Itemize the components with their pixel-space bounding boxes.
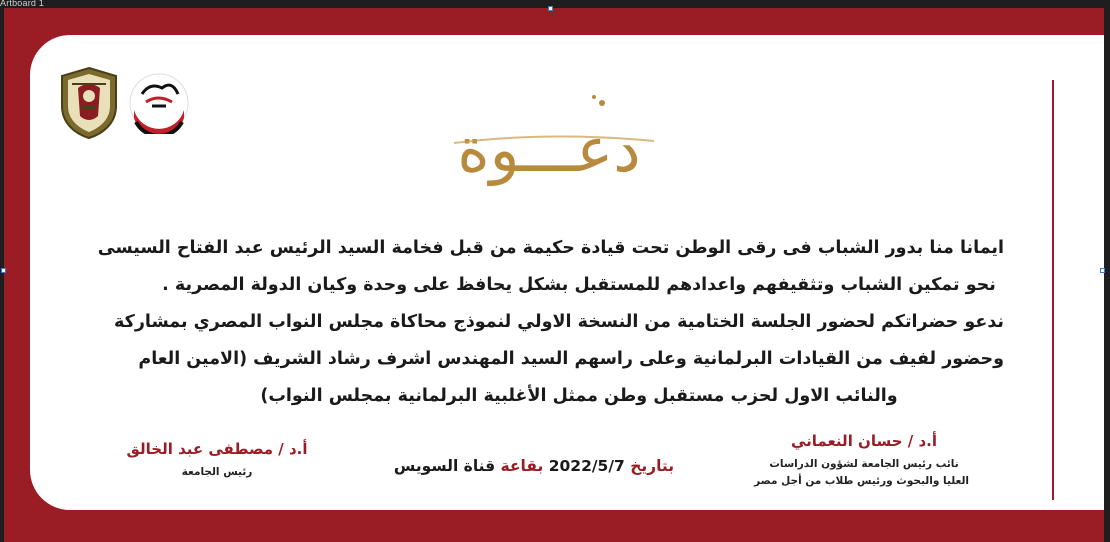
youth-emblem-icon <box>128 72 190 134</box>
university-seal-icon <box>58 66 120 140</box>
invitation-heading-art <box>414 83 684 213</box>
signature-name: أ.د / حسان النعماني <box>790 432 938 450</box>
invitation-body <box>97 230 1004 415</box>
selection-handle-left[interactable] <box>1 268 6 273</box>
body-line: وحضور لفيف من القيادات البرلمانية وعلى راسهم السيد المهندس اشرف رشاد الشريف (الامين العام <box>138 349 1004 369</box>
artboard-label: Artboard 1 <box>0 0 45 8</box>
signature-role <box>754 456 969 490</box>
invitation-artboard <box>4 8 1104 542</box>
venue-prefix: بقاعة <box>500 457 544 475</box>
event-date: 2022/5/7 <box>548 457 625 475</box>
selection-handle-top[interactable] <box>548 6 553 11</box>
decorative-divider <box>1052 80 1054 500</box>
heading-text: دعـــوة <box>457 113 641 186</box>
signature-role: رئيس الجامعة <box>181 466 253 478</box>
body-line: ايمانا منا بدور الشباب فى رقى الوطن تحت قيادة حكيمة من قبل فخامة السيد الرئيس عبد الفتاح السيسى <box>97 238 1004 258</box>
date-prefix: بتاريخ <box>630 457 675 475</box>
signature-vice-president <box>754 432 969 490</box>
signature-university-president <box>112 440 322 481</box>
signature-role-line: نائب رئيس الجامعة لشؤون الدراسات <box>769 458 959 470</box>
signature-role-line: العليا والبحوث ورئيس طلاب من أجل مصر <box>754 475 969 487</box>
signature-name: أ.د / مصطفى عبد الخالق <box>126 440 308 458</box>
body-line: ندعو حضراتكم لحضور الجلسة الختامية من النسخة الاولي لنموذج محاكاة مجلس النواب المصري بمشاركة <box>114 312 1004 332</box>
event-venue: قناة السويس <box>393 457 496 475</box>
selection-handle-right[interactable] <box>1100 268 1105 273</box>
body-line: والنائب الاول لحزب مستقبل وطن ممثل الأغلبية البرلمانية بمجلس النواب) <box>260 386 898 406</box>
body-line: نحو تمكين الشباب وتثقيفهم واعدادهم للمستقبل بشكل يحافظ على وحدة وكيان الدولة المصرية . <box>162 275 996 295</box>
event-date-venue <box>389 457 679 475</box>
